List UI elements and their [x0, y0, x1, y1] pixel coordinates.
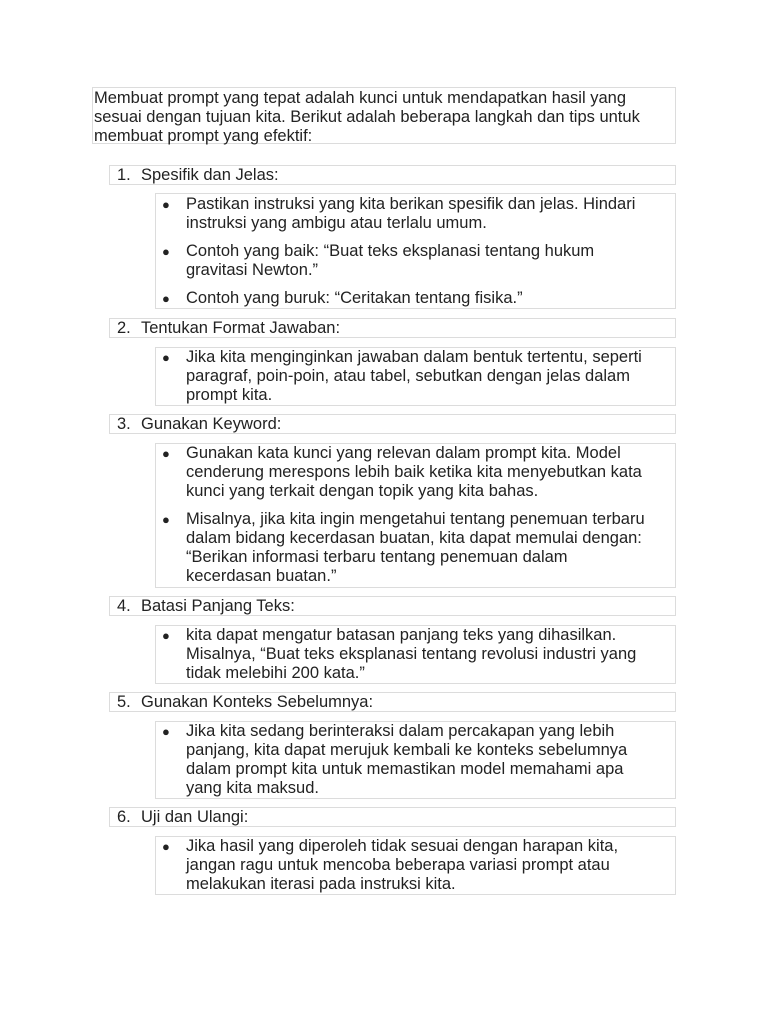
- step-1-bullets: [155, 193, 676, 309]
- step-4-bullets: [155, 625, 676, 684]
- bullet-icon: ●: [162, 839, 170, 854]
- step-2-bullets: [155, 347, 676, 406]
- list-item: ● Contoh yang buruk: “Ceritakan tentang fisika.”: [162, 289, 523, 307]
- intro-paragraph: [92, 87, 676, 144]
- step-2-heading: [109, 318, 676, 338]
- step-3-heading: [109, 414, 676, 434]
- list-item: ● Jika kita menginginkan jawaban dalam bentuk tertentu, seperti paragraf, poin-poin, atau tabel, sebutkan dengan jelas dalam prompt kita.: [162, 348, 642, 404]
- list-item: ● Gunakan kata kunci yang relevan dalam prompt kita. Model cenderung merespons lebih baik ketika kita menyebutkan kata kunci yang terkait dengan topik yang kita bahas.: [162, 444, 642, 500]
- step-number: 6.: [117, 808, 131, 826]
- list-item: ● Contoh yang baik: “Buat teks eksplanasi tentang hukum gravitasi Newton.”: [162, 242, 595, 279]
- bullet-icon: ●: [162, 350, 170, 365]
- bullet-icon: ●: [162, 291, 170, 306]
- bullet-icon: ●: [162, 512, 170, 527]
- list-item: ● Misalnya, jika kita ingin mengetahui tentang penemuan terbaru dalam bidang kecerdasan buatan, kita dapat memulai dengan: “Berikan informasi terbaru tentang penemuan dalam kecerdasan buatan.”: [162, 510, 645, 585]
- step-title: Batasi Panjang Teks:: [141, 597, 295, 615]
- step-number: 1.: [117, 166, 131, 184]
- step-4-heading: [109, 596, 676, 616]
- step-title: Gunakan Keyword:: [141, 415, 282, 433]
- bullet-icon: ●: [162, 628, 170, 643]
- step-title: Tentukan Format Jawaban:: [141, 319, 341, 337]
- step-1-heading: [109, 165, 676, 185]
- bullet-icon: ●: [162, 244, 170, 259]
- bullet-icon: ●: [162, 724, 170, 739]
- step-5-heading: [109, 692, 676, 712]
- step-5-bullets: [155, 721, 676, 799]
- list-item: ● Jika hasil yang diperoleh tidak sesuai dengan harapan kita, jangan ragu untuk mencoba beberapa variasi prompt atau melakukan iterasi pada instruksi kita.: [162, 837, 619, 893]
- step-number: 2.: [117, 319, 131, 337]
- step-number: 5.: [117, 693, 131, 711]
- list-item: ● Pastikan instruksi yang kita berikan spesifik dan jelas. Hindari instruksi yang ambigu atau terlalu umum.: [162, 195, 636, 232]
- step-title: Spesifik dan Jelas:: [141, 166, 279, 184]
- intro-text: Membuat prompt yang tepat adalah kunci untuk mendapatkan hasil yang sesuai dengan tujuan kita. Berikut adalah beberapa langkah dan tips untuk membuat prompt yang efektif:: [94, 89, 640, 145]
- step-number: 4.: [117, 597, 131, 615]
- step-title: Gunakan Konteks Sebelumnya:: [141, 693, 374, 711]
- step-6-bullets: [155, 836, 676, 895]
- step-3-bullets: [155, 443, 676, 588]
- bullet-icon: ●: [162, 446, 170, 461]
- list-item: ● kita dapat mengatur batasan panjang teks yang dihasilkan. Misalnya, “Buat teks eksplanasi tentang revolusi industri yang tidak melebihi 200 kata.”: [162, 626, 637, 682]
- step-number: 3.: [117, 415, 131, 433]
- list-item: ● Jika kita sedang berinteraksi dalam percakapan yang lebih panjang, kita dapat merujuk kembali ke konteks sebelumnya dalam prompt kita untuk memastikan model memahami apa yang kita maksud.: [162, 722, 628, 797]
- step-6-heading: [109, 807, 676, 827]
- bullet-icon: ●: [162, 197, 170, 212]
- step-title: Uji dan Ulangi:: [141, 808, 249, 826]
